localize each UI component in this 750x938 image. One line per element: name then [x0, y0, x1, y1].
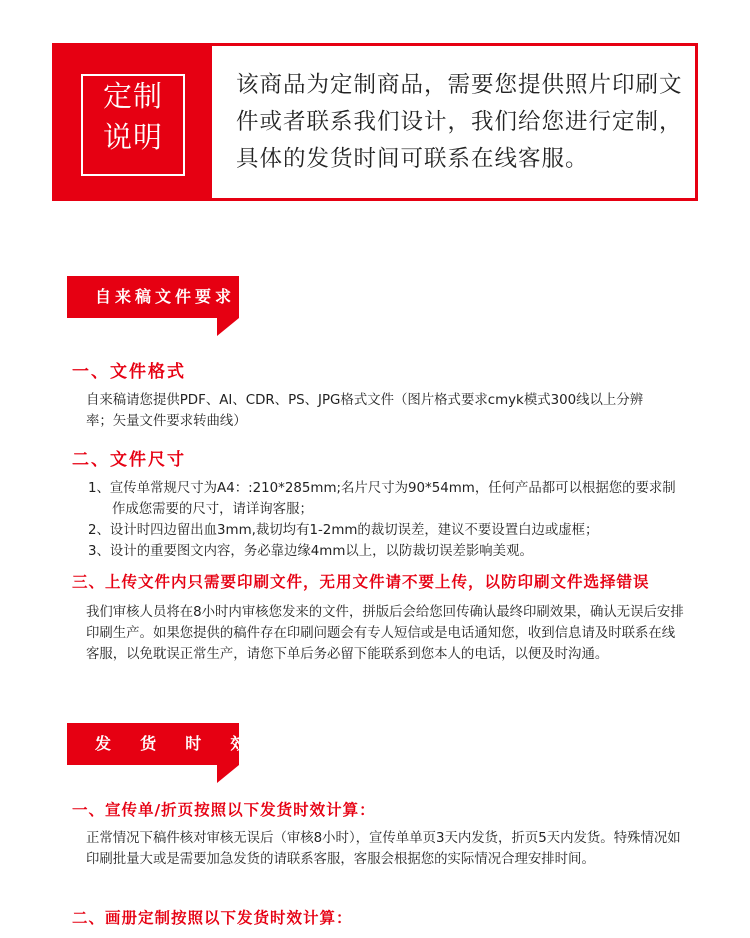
banner-tail-decoration	[217, 318, 239, 336]
heading-album-delivery: 二、画册定制按照以下发货时效计算：	[72, 909, 353, 927]
section-banner-delivery-time: 发 货 时 效	[67, 723, 239, 765]
file-format-body: 自来稿请您提供PDF、AI、CDR、PS、JPG格式文件（图片格式要求cmyk模式300线以上分辨率；矢量文件要求转曲线）	[86, 393, 644, 429]
notice-label-panel	[55, 46, 212, 198]
heading-file-format: 一、文件格式	[72, 362, 186, 382]
file-size-list	[88, 478, 688, 562]
flyer-delivery-body: 正常情况下稿件核对审核无误后（审核8小时），宣传单单页3天内发货，折页5天内发货。特殊情况如印刷批量大或是需要加急发货的请联系客服，客服会根据您的实际情况合理安排时间。	[86, 831, 681, 867]
list-item: 1、宣传单常规尺寸为A4：:210*285mm;名片尺寸为90*54mm，任何产品都可以根据您的要求制作成您需要的尺寸，请详询客服；	[88, 481, 676, 517]
heading-flyer-delivery: 一、宣传单/折页按照以下发货时效计算：	[72, 801, 376, 819]
section-banner-file-requirements: 自来稿文件要求	[67, 276, 239, 318]
notice-label-line1: 定制	[102, 79, 163, 113]
heading-upload-files: 三、上传文件内只需要印刷文件，无用文件请不要上传，以防印刷文件选择错误	[72, 573, 650, 591]
notice-text: 该商品为定制商品，需要您提供照片印刷文件或者联系我们设计，我们给您进行定制，具体的发货时间可联系在线客服。	[236, 72, 683, 172]
upload-files-body: 我们审核人员将在8小时内审核您发来的文件，拼版后会给您回传确认最终印刷效果，确认无误后安排印刷生产。如果您提供的稿件存在印刷问题会有专人短信或是电话通知您，收到信息请及时联系在线客服，以免耽误正常生产，请您下单后务必留下能联系到您本人的电话，以便及时沟通。	[86, 605, 684, 662]
notice-label-line2: 说明	[102, 120, 163, 154]
list-item: 2、设计时四边留出血3mm,裁切均有1-2mm的裁切误差，建议不要设置白边或虚框；	[88, 523, 599, 538]
notice-label	[81, 76, 185, 158]
custom-notice-box	[52, 43, 698, 201]
heading-file-size: 二、文件尺寸	[72, 450, 186, 470]
list-item: 3、设计的重要图文内容，务必靠边缘4mm以上，以防裁切误差影响美观。	[88, 544, 533, 559]
banner-tail-decoration	[217, 765, 239, 783]
